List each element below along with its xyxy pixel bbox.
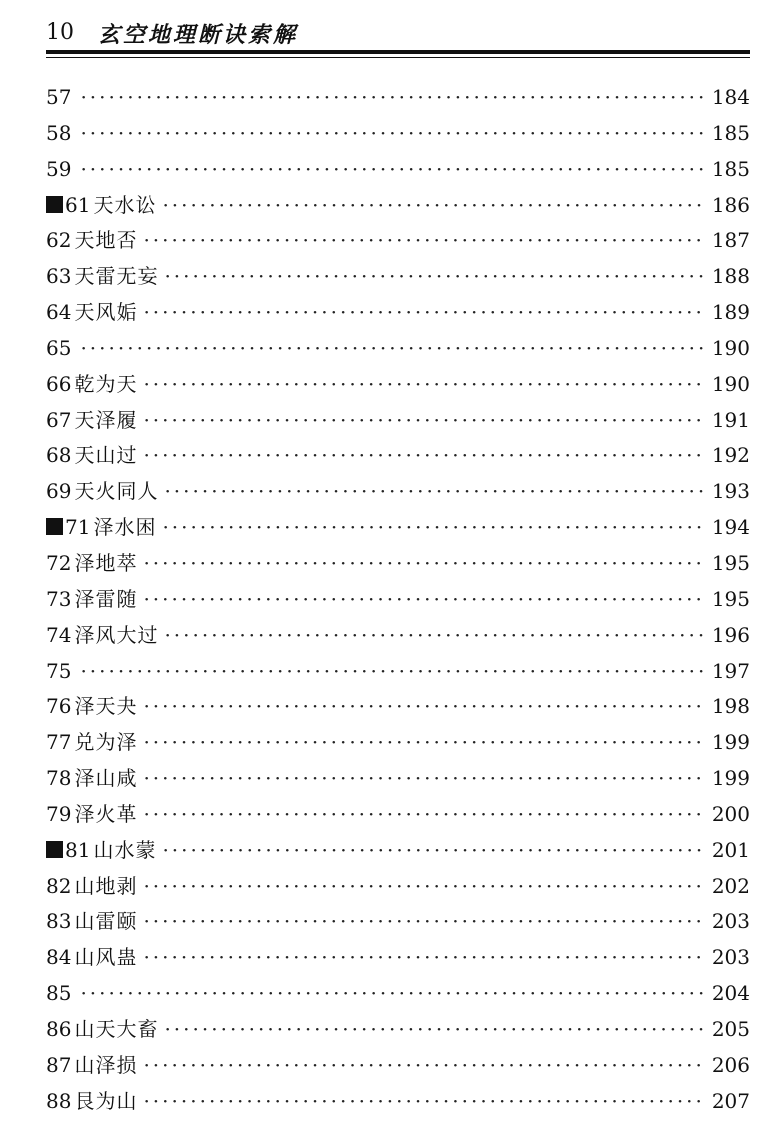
entry-title: 山水蒙 <box>93 837 157 862</box>
entry-page-number: 196 <box>711 622 750 647</box>
entry-page-number: 186 <box>711 192 750 217</box>
entry-page-number: 185 <box>711 120 750 145</box>
toc-entry <box>46 295 750 331</box>
entry-page-number: 191 <box>711 407 750 432</box>
entry-number: 69 <box>46 479 72 504</box>
entry-title: 艮为山 <box>74 1088 138 1113</box>
entry-page-number: 205 <box>711 1016 750 1041</box>
section-marker-icon <box>46 841 63 858</box>
toc-entry <box>46 582 750 618</box>
entry-number: 61 <box>65 192 91 217</box>
entry-title: 天水讼 <box>93 192 157 217</box>
entry-title: 泽火革 <box>74 801 138 826</box>
entry-number: 76 <box>46 694 72 719</box>
toc-entry <box>46 80 750 116</box>
toc-entry <box>46 259 750 295</box>
entry-page-number: 198 <box>711 694 750 719</box>
entry-number: 62 <box>46 228 72 253</box>
dot-leader <box>143 689 705 725</box>
entry-number: 88 <box>46 1088 72 1113</box>
entry-page-number: 194 <box>711 515 750 540</box>
entry-number: 66 <box>46 371 72 396</box>
dot-leader <box>80 116 705 152</box>
toc-entry <box>46 940 750 976</box>
entry-page-number: 192 <box>711 443 750 468</box>
entry-number: 86 <box>46 1016 72 1041</box>
dot-leader <box>143 403 705 439</box>
toc-entry <box>46 546 750 582</box>
entry-title: 天风姤 <box>74 300 138 325</box>
toc-entry <box>46 188 750 224</box>
entry-page-number: 203 <box>711 945 750 970</box>
entry-title: 山风蛊 <box>74 945 138 970</box>
entry-number: 79 <box>46 801 72 826</box>
entry-page-number: 190 <box>711 335 750 360</box>
entry-number: 78 <box>46 766 72 791</box>
entry-title: 山地剥 <box>74 873 138 898</box>
entry-title: 天泽履 <box>74 407 138 432</box>
entry-page-number: 203 <box>711 909 750 934</box>
entry-number: 67 <box>46 407 72 432</box>
dot-leader <box>143 940 705 976</box>
entry-title: 乾为天 <box>74 371 138 396</box>
entry-title: 天雷无妄 <box>74 264 159 289</box>
table-of-contents <box>46 80 750 1119</box>
dot-leader <box>143 438 705 474</box>
entry-number: 64 <box>46 300 72 325</box>
entry-number: 57 <box>46 85 72 109</box>
toc-entry <box>46 725 750 761</box>
entry-number: 83 <box>46 909 72 934</box>
toc-entry <box>46 618 750 654</box>
entry-number: 77 <box>46 730 72 755</box>
entry-number: 81 <box>65 837 91 862</box>
entry-number: 72 <box>46 550 72 575</box>
toc-entry <box>46 761 750 797</box>
dot-leader <box>143 367 705 403</box>
toc-entry <box>46 833 750 869</box>
toc-entry <box>46 976 750 1012</box>
page-number: 10 <box>46 20 74 45</box>
dot-leader <box>80 80 705 116</box>
entry-title: 泽地萃 <box>74 550 138 575</box>
entry-number: 68 <box>46 443 72 468</box>
entry-page-number: 195 <box>711 586 750 611</box>
entry-page-number: 199 <box>711 766 750 791</box>
entry-title: 兑为泽 <box>74 730 138 755</box>
book-title: 玄空地理断诀索解 <box>98 22 299 48</box>
entry-number: 82 <box>46 873 72 898</box>
entry-page-number: 190 <box>711 371 750 396</box>
entry-number: 87 <box>46 1052 72 1077</box>
section-marker-icon <box>46 196 63 213</box>
entry-title: 山雷颐 <box>74 909 138 934</box>
dot-leader <box>143 904 705 940</box>
toc-entry <box>46 510 750 546</box>
entry-page-number: 207 <box>711 1088 750 1113</box>
entry-number: 75 <box>46 658 72 683</box>
entry-title: 泽天夬 <box>74 694 138 719</box>
entry-page-number: 189 <box>711 300 750 325</box>
entry-number: 74 <box>46 622 72 647</box>
entry-title: 泽风大过 <box>74 622 159 647</box>
entry-number: 63 <box>46 264 72 289</box>
toc-entry <box>46 438 750 474</box>
entry-number: 58 <box>46 120 72 145</box>
dot-leader <box>80 976 705 1012</box>
dot-leader <box>162 188 705 224</box>
entry-page-number: 201 <box>711 837 750 862</box>
toc-entry <box>46 403 750 439</box>
dot-leader <box>143 1084 705 1120</box>
dot-leader <box>143 725 705 761</box>
entry-page-number: 206 <box>711 1052 750 1077</box>
toc-entry <box>46 331 750 367</box>
entry-number: 65 <box>46 335 72 360</box>
dot-leader <box>80 331 705 367</box>
dot-leader <box>162 510 705 546</box>
dot-leader <box>143 223 705 259</box>
toc-entry <box>46 1048 750 1084</box>
header-rule-thin <box>46 57 750 58</box>
entry-page-number: 195 <box>711 550 750 575</box>
entry-title: 天火同人 <box>74 479 159 504</box>
toc-entry <box>46 474 750 510</box>
toc-entry <box>46 1084 750 1120</box>
entry-title: 天山过 <box>74 443 138 468</box>
dot-leader <box>143 869 705 905</box>
entry-title: 泽水困 <box>93 515 157 540</box>
entry-title: 山泽损 <box>74 1052 138 1077</box>
toc-entry <box>46 223 750 259</box>
entry-number: 73 <box>46 586 72 611</box>
toc-entry <box>46 116 750 152</box>
toc-entry <box>46 689 750 725</box>
entry-page-number: 199 <box>711 730 750 755</box>
dot-leader <box>143 582 705 618</box>
entry-page-number: 204 <box>711 981 750 1006</box>
section-marker-icon <box>46 518 63 535</box>
dot-leader <box>80 654 705 690</box>
entry-page-number: 187 <box>711 228 750 253</box>
entry-page-number: 197 <box>711 658 750 683</box>
entry-title: 泽山咸 <box>74 766 138 791</box>
entry-title: 天地否 <box>74 228 138 253</box>
entry-number: 84 <box>46 945 72 970</box>
dot-leader <box>143 761 705 797</box>
dot-leader <box>164 259 705 295</box>
toc-entry <box>46 869 750 905</box>
entry-page-number: 200 <box>711 801 750 826</box>
toc-entry <box>46 904 750 940</box>
dot-leader <box>143 1048 705 1084</box>
dot-leader <box>80 152 705 188</box>
entry-title: 泽雷随 <box>74 586 138 611</box>
dot-leader <box>164 474 705 510</box>
dot-leader <box>143 546 705 582</box>
dot-leader <box>162 833 705 869</box>
entry-page-number: 202 <box>711 873 750 898</box>
toc-entry <box>46 152 750 188</box>
toc-entry <box>46 797 750 833</box>
dot-leader <box>164 1012 705 1048</box>
dot-leader <box>143 295 705 331</box>
entry-number: 85 <box>46 981 72 1006</box>
page-header <box>46 18 750 48</box>
dot-leader <box>143 797 705 833</box>
toc-entry <box>46 1012 750 1048</box>
entry-page-number: 184 <box>711 85 750 109</box>
entry-page-number: 185 <box>711 156 750 181</box>
toc-entry <box>46 654 750 690</box>
header-rule-thick <box>46 50 750 54</box>
entry-number: 71 <box>65 515 91 540</box>
toc-entry <box>46 367 750 403</box>
dot-leader <box>164 618 705 654</box>
entry-page-number: 188 <box>711 264 750 289</box>
entry-page-number: 193 <box>711 479 750 504</box>
entry-title: 山天大畜 <box>74 1016 159 1041</box>
entry-number: 59 <box>46 156 72 181</box>
